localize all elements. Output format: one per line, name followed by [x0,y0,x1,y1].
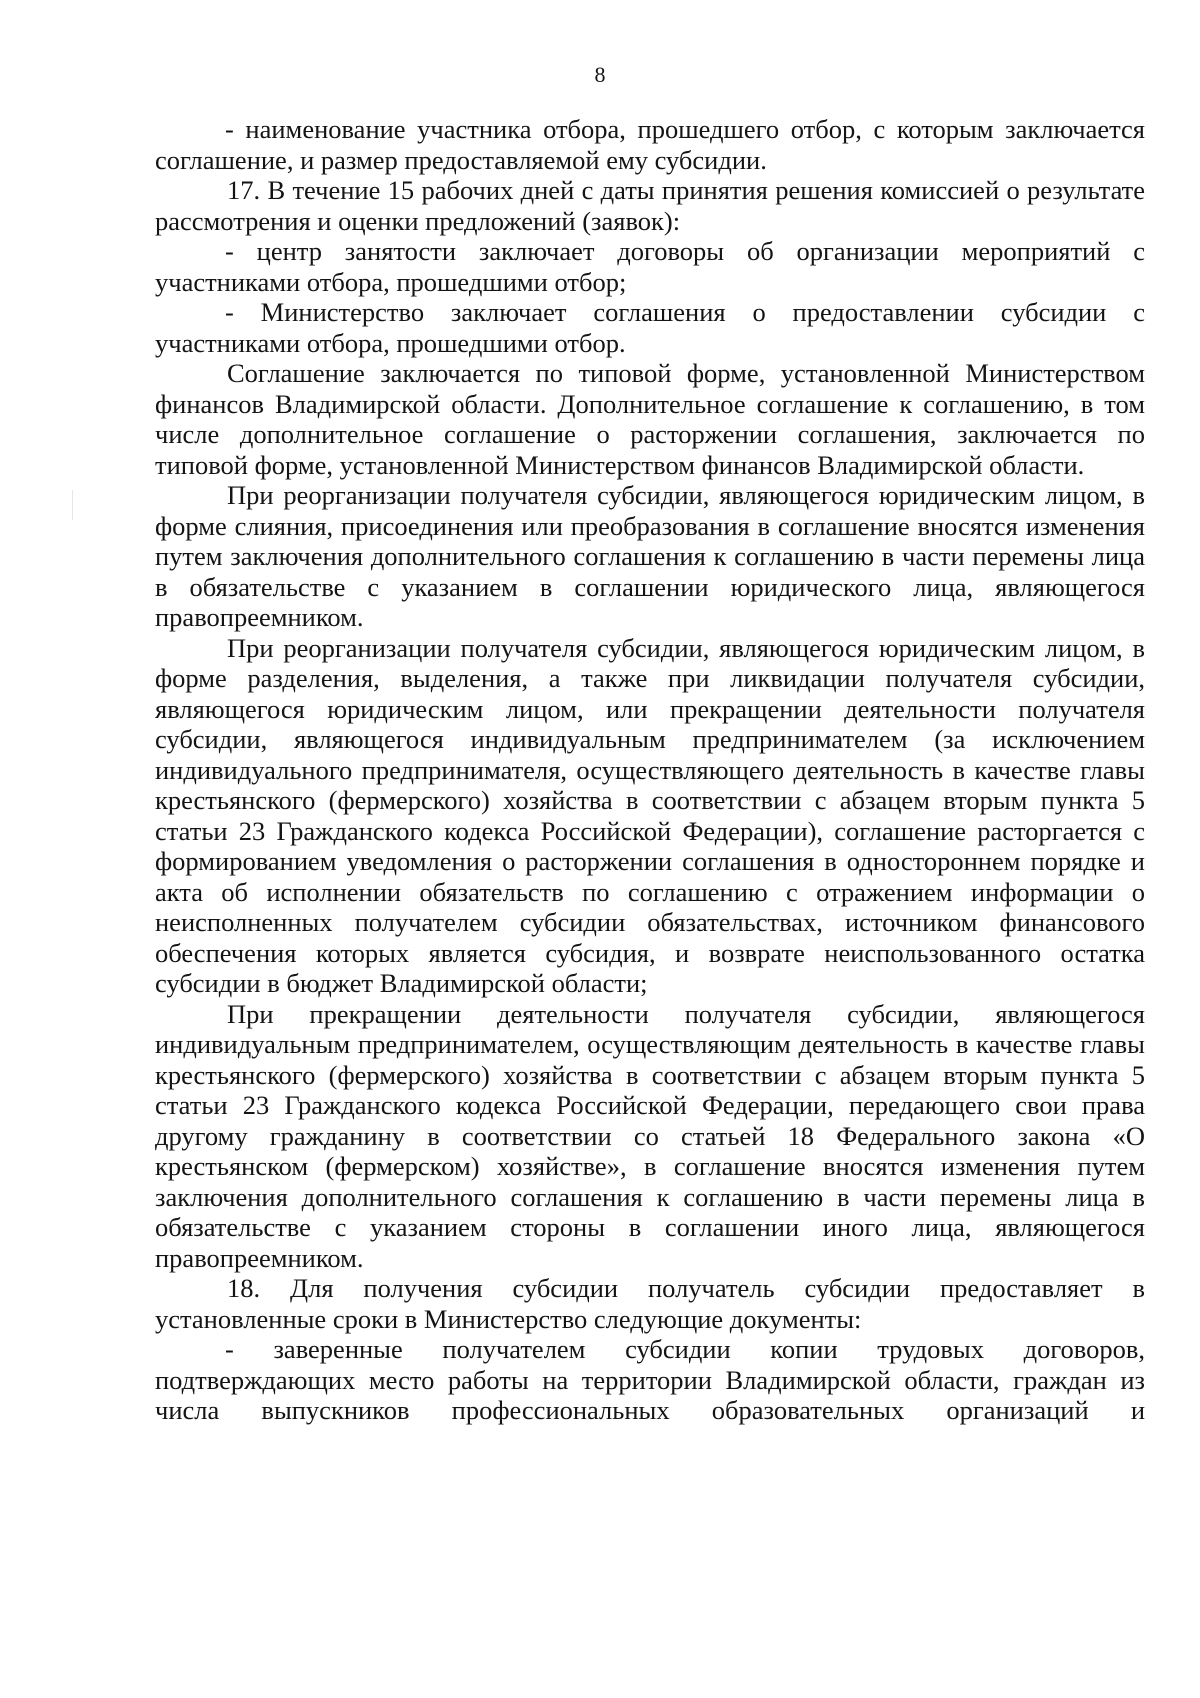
paragraph: При реорганизации получателя субсидии, являющегося юридическим лицом, в форме слияния, присоединения или преобразования в соглашение вносятся изменения путем заключения дополнительного соглашения к соглашению в части перемены лица в обязательстве с указанием в соглашении юридического лица, являющегося правопреемником. [155,480,1145,632]
scan-mark [72,490,73,520]
paragraph: Соглашение заключается по типовой форме, установленной Министерством финансов Владимирской области. Дополнительное соглашение к соглашению, в том числе дополнительное соглашение о расторжении соглашения, заключается по типовой форме, установленной Министерством финансов Владимирской области. [155,358,1145,480]
paragraph: - Министерство заключает соглашения о предоставлении субсидии с участниками отбора, прошедшими отбор. [155,297,1145,358]
paragraph: - заверенные получателем субсидии копии трудовых договоров, подтверждающих место работы на территории Владимирской области, граждан из числа выпускников профессиональных образовательных организаций и [155,1334,1145,1425]
paragraph: 17. В течение 15 рабочих дней с даты принятия решения комиссией о результате рассмотрения и оценки предложений (заявок): [155,175,1145,236]
paragraph: При прекращении деятельности получателя субсидии, являющегося индивидуальным предпринимателем, осуществляющим деятельность в качестве главы крестьянского (фермерского) хозяйства в соответствии с абзацем вторым пункта 5 статьи 23 Гражданского кодекса Российской Федерации, передающего свои права другому гражданину в соответствии со статьей 18 Федерального закона «О крестьянском (фермерском) хозяйстве», в соглашение вносятся изменения путем заключения дополнительного соглашения к соглашению в части перемены лица в обязательстве с указанием стороны в соглашении иного лица, являющегося правопреемником. [155,998,1145,1273]
paragraph: - центр занятости заключает договоры об организации мероприятий с участниками отбора, прошедшими отбор; [155,236,1145,297]
paragraph: - наименование участника отбора, прошедшего отбор, с которым заключается соглашение, и размер предоставляемой ему субсидии. [155,114,1145,175]
paragraph: При реорганизации получателя субсидии, являющегося юридическим лицом, в форме разделения, выделения, а также при ликвидации получателя субсидии, являющегося юридическим лицом, или прекращении деятельности получателя субсидии, являющегося индивидуальным предпринимателем (за исключением индивидуального предпринимателя, осуществляющего деятельность в качестве главы крестьянского (фермерского) хозяйства в соответствии с абзацем вторым пункта 5 статьи 23 Гражданского кодекса Российской Федерации), соглашение расторгается с формированием уведомления о расторжении соглашения в одностороннем порядке и акта об исполнении обязательств по соглашению с отражением информации о неисполненных получателем субсидии обязательствах, источником финансового обеспечения которых является субсидия, и возврате неиспользованного остатка субсидии в бюджет Владимирской области; [155,632,1145,998]
paragraph: 18. Для получения субсидии получатель субсидии предоставляет в установленные сроки в Министерство следующие документы: [155,1273,1145,1334]
page-number: 8 [594,62,606,87]
document-body [155,114,1145,1426]
